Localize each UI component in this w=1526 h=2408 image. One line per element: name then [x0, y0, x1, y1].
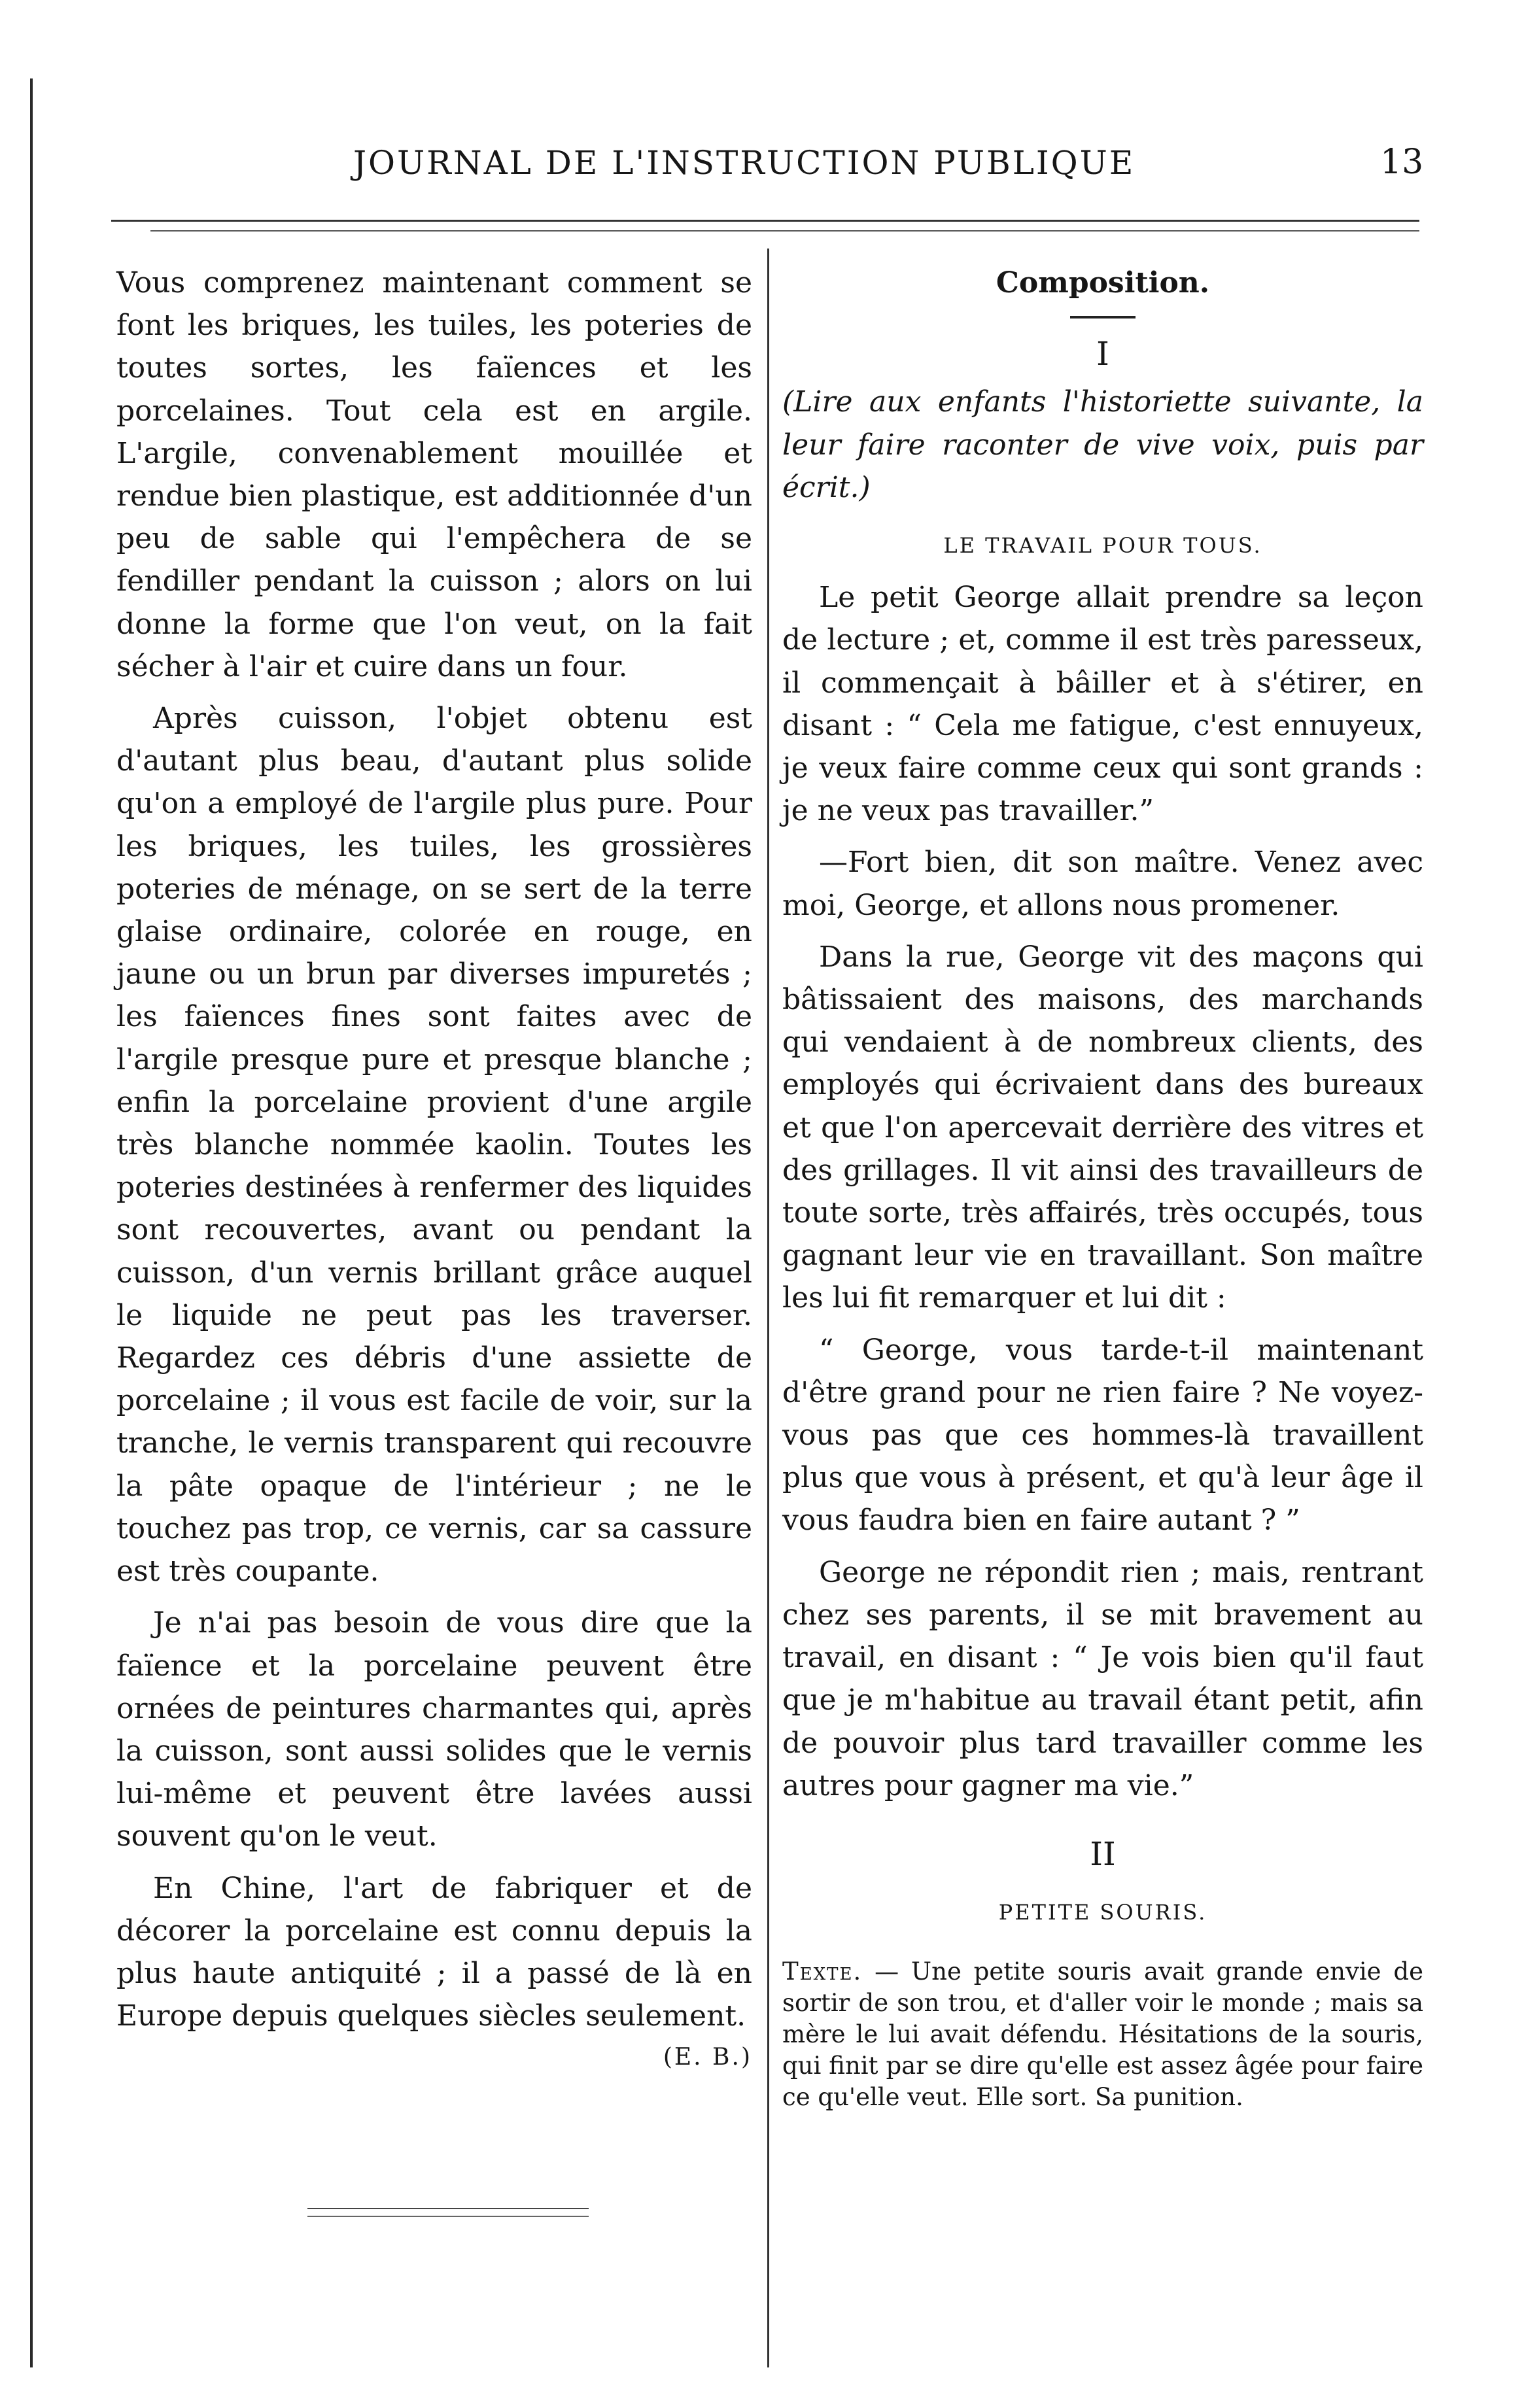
section-short-rule [1070, 316, 1136, 318]
part-one-instruction: (Lire aux enfants l'historiette suivante, la leur faire raconter de vive voix, puis par écrit.) [782, 385, 1423, 504]
right-column [782, 262, 1423, 2113]
left-paragraph-3: Je n'ai pas besoin de vous dire que la faïence et la porcelaine peuvent être ornées de peintures charmantes qui, après la cuisson, sont aussi solides que le vernis lui-même et peuvent être lavées aussi souvent qu'on le veut. [116, 1606, 752, 1853]
footer-rule [307, 2208, 589, 2209]
texte-label: Texte. [782, 1957, 863, 1986]
part-two-title: PETITE SOURIS. [998, 1900, 1207, 1925]
running-title: JOURNAL DE L'INSTRUCTION PUBLIQUE [353, 144, 1136, 182]
left-paragraph-1: Vous comprenez maintenant comment se font les briques, les tuiles, les poteries de toutes sortes, les faïences et les porcelaines. Tout cela est en argile. L'argile, convenablement mouillée et rendue bien plastique, est additionnée d'un peu de sable qui l'empêchera de se fendiller pendant la cuisson ; alors on lui donne la forme que l'on veut, on la fait sécher à l'air et cuire dans un four. [116, 266, 752, 683]
story-paragraph-1: Le petit George allait prendre sa leçon de lecture ; et, comme il est très paresseux, il commençait à bâiller et à s'étirer, en disant : “ Cela me fatigue, c'est ennuyeux, je veux faire comme ceux qui sont grands : je ne veux pas travailler.” [782, 581, 1423, 828]
left-paragraph-4: En Chine, l'art de fabriquer et de décorer la porcelaine est connu depuis la plus haute antiquité ; il a passé de là en Europe depuis quelques siècles seulement. [116, 1871, 752, 2033]
page-number: 13 [1380, 143, 1424, 182]
author-signature: (E. B.) [663, 2044, 752, 2071]
story-paragraph-2: —Fort bien, dit son maître. Venez avec moi, George, et allons nous promener. [782, 846, 1423, 922]
part-two-numeral: II [1090, 1834, 1116, 1873]
header-rule [111, 220, 1419, 222]
story-paragraph-3: Dans la rue, George vit des maçons qui bâtissaient des maisons, des marchands qui vendaient à de nombreux clients, des employés qui écrivaient dans des bureaux et que l'on apercevait derrière des vitres et des grillages. Il vit ainsi des travailleurs de toute sorte, très affairés, très occupés, tous gagnant leur vie en travaillant. Son maître les lui fit remarquer et lui dit : [782, 940, 1423, 1315]
left-paragraph-2: Après cuisson, l'objet obtenu est d'autant plus beau, d'autant plus solide qu'on a employé de l'argile plus pure. Pour les briques, les tuiles, les grossières poteries de ménage, on se sert de la terre glaise ordinaire, colorée en rouge, en jaune ou un brun par diverses impuretés ; les faïences fines sont faites avec de l'argile presque pure et presque blanche ; enfin la porcelaine provient d'une argile très blanche nommée kaolin. Toutes les poteries destinées à renfermer des liquides sont recouvertes, avant ou pendant la cuisson, d'un vernis brillant grâce auquel le liquide ne peut pas les traverser. Regardez ces débris d'une assiette de porcelaine ; il vous est facile de voir, sur la tranche, le vernis transparent qui recouvre la pâte opaque de l'intérieur ; ne le touchez pas trop, ce vernis, car sa cassure est très coupante. [116, 702, 752, 1589]
part-two-texte [782, 1956, 1423, 2113]
texte-body: — Une petite souris avait grande envie de sortir de son trou, et d'aller voir le monde ; mais sa mère le lui avait défendu. Hésitations de la souris, qui finit par se dire qu'elle est assez âgée pour faire ce qu'elle veut. Elle sort. Sa punition. [782, 1957, 1423, 2112]
section-heading: Composition. [996, 266, 1210, 300]
column-divider [767, 249, 769, 2367]
part-one-title: LE TRAVAIL POUR TOUS. [943, 533, 1262, 559]
part-one-numeral: I [1096, 335, 1109, 373]
story-paragraph-5: George ne répondit rien ; mais, rentrant chez ses parents, il se mit bravement au travail, en disant : “ Je vois bien qu'il faut que je m'habitue au travail étant petit, afin de pouvoir plus tard travailler comme les autres pour gagner ma vie.” [782, 1555, 1423, 1802]
left-margin-line [30, 78, 33, 2367]
left-column [116, 262, 752, 2079]
footer-rule-secondary [307, 2216, 589, 2217]
header-rule-secondary [150, 230, 1419, 232]
story-paragraph-4: “ George, vous tarde-t-il maintenant d'être grand pour ne rien faire ? Ne voyez-vous pas que ces hommes-là travaillent plus que vous à présent, et qu'à leur âge il vous faudra bien en faire autant ? ” [782, 1333, 1423, 1538]
